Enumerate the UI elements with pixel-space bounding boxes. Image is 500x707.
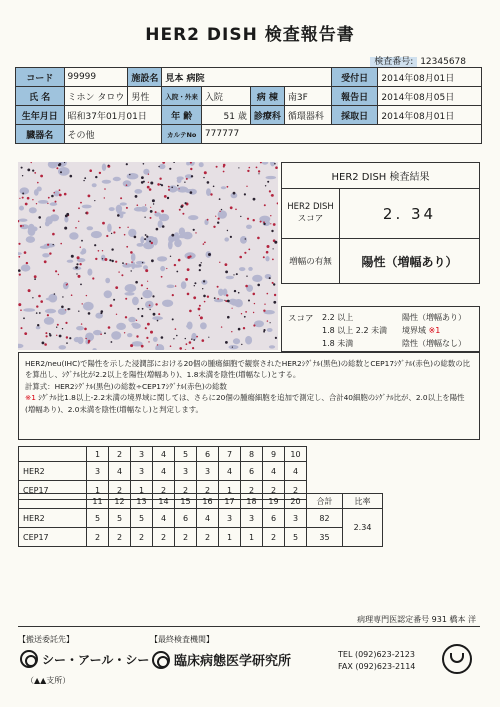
dob-value: 昭和37年01月01日 (64, 106, 162, 125)
her2-count: 5 (131, 509, 153, 528)
cell-index: 14 (153, 494, 175, 509)
facility-value: 見本 病院 (162, 68, 331, 87)
cep17-count: 5 (285, 528, 307, 547)
age-label: 年 齢 (162, 106, 202, 125)
report-date-value: 2014年08月05日 (378, 87, 482, 106)
note-mark: ※1 (25, 393, 36, 403)
formula: 計算式：HER2ｼｸﾞﾅﾙ(黒色)の総数÷CEP17ｼｸﾞﾅﾙ(赤色)の総数 (25, 381, 227, 391)
signal-count-table-1 (18, 446, 307, 500)
ratio-header: 比率 (343, 494, 383, 509)
criteria-note-mark: ※1 (428, 326, 441, 335)
cep17-count: 2 (241, 481, 263, 500)
lab-logo-icon (152, 651, 170, 669)
received-value: 2014年08月01日 (378, 68, 482, 87)
received-label: 受付日 (331, 68, 378, 87)
name-value: ミホン タロウ (64, 87, 128, 106)
consign-name: シー・アール・シー (42, 652, 150, 667)
her2-count: 4 (285, 462, 307, 481)
ratio-value: 2.34 (343, 509, 383, 547)
signal-count-table-2 (18, 493, 383, 547)
her2-count: 4 (153, 462, 175, 481)
cep17-count: 2 (197, 528, 219, 547)
cell-index: 10 (285, 447, 307, 462)
cell-index: 7 (219, 447, 241, 462)
cell-index: 16 (197, 494, 219, 509)
cell-index: 13 (131, 494, 153, 509)
cell-index: 17 (219, 494, 241, 509)
pathologist-signature: 病理専門医認定番号 931 橋本 洋 (357, 615, 476, 624)
cell-index: 2 (109, 447, 131, 462)
cell-index: 9 (263, 447, 285, 462)
consign-label: 【搬送委託先】 (18, 635, 74, 644)
age-unit: 歳 (237, 111, 247, 122)
cep17-count: 1 (131, 481, 153, 500)
her2-count: 5 (109, 509, 131, 528)
score-label-line1: HER2 DISH (287, 202, 334, 213)
her2-row-label: HER2 (19, 509, 87, 528)
cep17-count: 2 (109, 528, 131, 547)
her2-count: 6 (175, 509, 197, 528)
cell-index: 15 (175, 494, 197, 509)
info-row-dob (16, 106, 482, 125)
karte-label: カルテNo (162, 125, 202, 144)
criteria-box (281, 306, 480, 352)
collect-value: 2014年08月01日 (378, 106, 482, 125)
exam-number (370, 54, 466, 67)
her2-count: 3 (131, 462, 153, 481)
fax: FAX (092)623-2114 (338, 662, 416, 671)
result-table (281, 162, 480, 284)
lab-logo (152, 650, 291, 669)
cep17-count: 2 (153, 528, 175, 547)
lab-name: 臨床病態医学研究所 (174, 654, 292, 669)
cep17-count: 1 (241, 528, 263, 547)
info-row-name (16, 87, 482, 106)
consign-branch: （▲▲支所） (26, 676, 71, 685)
her2-total: 82 (307, 509, 343, 528)
score-label (282, 189, 340, 239)
cep17-count: 2 (197, 481, 219, 500)
age-value: 51 (223, 111, 235, 122)
cep17-row-label: CEP17 (19, 481, 87, 500)
her2-count: 4 (197, 509, 219, 528)
lab-label: 【最終検査機関】 (150, 635, 214, 644)
her2-count: 3 (175, 462, 197, 481)
criteria-range: 1.8 以上 2.2 未満 (322, 326, 388, 335)
her2-count: 4 (109, 462, 131, 481)
her2-count: 3 (241, 509, 263, 528)
cell-index: 1 (87, 447, 109, 462)
organ-label: 臓器名 (16, 125, 65, 144)
footer-divider (18, 626, 480, 627)
crc-logo-icon (20, 650, 38, 668)
criteria-row (322, 325, 440, 336)
her2-count: 5 (87, 509, 109, 528)
cell-index: 5 (175, 447, 197, 462)
inout-value: 入院 (201, 87, 250, 106)
cell-index: 8 (241, 447, 263, 462)
ward-label: 病 棟 (250, 87, 284, 106)
cell-index: 6 (197, 447, 219, 462)
her2-count: 3 (285, 509, 307, 528)
age-cell (201, 106, 250, 125)
certification-mark-icon (442, 644, 472, 674)
note-text: ｼｸﾞﾅﾙ比1.8以上-2.2未満の境界域に関しては、さらに20個の腫瘍細胞を追加で測定し、合計40細胞のｼｸﾞﾅﾙ比が、2.0以上を陽性(増幅あり)、2.0未満を陰性(増幅なし)と判定します。 (25, 393, 465, 414)
report-date-label: 報告日 (331, 87, 378, 106)
her2-count: 4 (219, 462, 241, 481)
cell-index: 3 (131, 447, 153, 462)
cep17-count: 1 (87, 481, 109, 500)
tel: TEL (092)623-2123 (338, 650, 415, 659)
description-paragraph: HER2/neu(IHC)で陽性を示した浸潤部における20個の腫瘍細胞で観察されたHER2ｼｸﾞﾅﾙ(黒色)の総数とCEP17ｼｸﾞﾅﾙ(赤色)の総数の比を算出し、ｼｸﾞﾅﾙ比が2.2以上を陽性(増幅あり)、1.8未満を陰性(増幅なし)とする。 (25, 359, 471, 380)
cep17-count: 2 (87, 528, 109, 547)
her2-count: 4 (153, 509, 175, 528)
her2-count: 3 (87, 462, 109, 481)
criteria-result: 陰性（増幅なし） (402, 339, 466, 348)
score-value: 2. 34 (340, 189, 480, 239)
criteria-row (322, 312, 466, 323)
criteria-range: 1.8 未満 (322, 339, 354, 348)
cell-index: 18 (241, 494, 263, 509)
description-box (18, 352, 480, 440)
cep17-count: 2 (175, 481, 197, 500)
her2-count: 6 (263, 509, 285, 528)
cell-index: 19 (263, 494, 285, 509)
report-title: HER2 DISH 検査報告書 (145, 25, 355, 45)
cep17-count: 2 (175, 528, 197, 547)
amplification-label: 増幅の有無 (282, 239, 340, 284)
cell-index: 12 (109, 494, 131, 509)
her2-count: 3 (197, 462, 219, 481)
exam-number-value: 12345678 (420, 57, 466, 67)
cep17-count: 1 (219, 528, 241, 547)
cell-index: 4 (153, 447, 175, 462)
score-label-line2: スコア (297, 213, 324, 224)
dept-label: 診療科 (250, 106, 284, 125)
dish-stain-image (18, 162, 278, 350)
cep17-count: 2 (109, 481, 131, 500)
cell-index: 20 (285, 494, 307, 509)
cep17-count: 2 (153, 481, 175, 500)
criteria-row (322, 338, 466, 349)
cep17-row-label: CEP17 (19, 528, 87, 547)
result-title: HER2 DISH 検査結果 (282, 163, 480, 189)
inout-label: 入院・外来 (162, 87, 202, 106)
amplification-value: 陽性（増幅あり） (340, 239, 480, 284)
cell-index: 11 (87, 494, 109, 509)
cep17-total: 35 (307, 528, 343, 547)
dob-label: 生年月日 (16, 106, 65, 125)
her2-count: 4 (263, 462, 285, 481)
dept-value: 循環器科 (284, 106, 331, 125)
code-label: コード (16, 68, 65, 87)
ward-value: 南3F (284, 87, 331, 106)
exam-number-label: 検査番号: (370, 57, 417, 67)
cep17-count: 2 (131, 528, 153, 547)
info-row-organ (16, 125, 482, 144)
facility-label: 施設名 (128, 68, 162, 87)
karte-value: 777777 (201, 125, 481, 144)
tissue-micrograph (18, 162, 278, 350)
cep17-count: 2 (263, 528, 285, 547)
her2-count: 3 (219, 509, 241, 528)
crc-logo (20, 650, 149, 668)
name-label: 氏 名 (16, 87, 65, 106)
cep17-count: 2 (263, 481, 285, 500)
sex-value: 男性 (128, 87, 162, 106)
code-value: 99999 (64, 68, 128, 87)
organ-value: その他 (64, 125, 162, 144)
criteria-result: 境界域 (402, 326, 426, 335)
info-row-code (16, 68, 482, 87)
her2-row-label: HER2 (19, 462, 87, 481)
criteria-label: スコア (288, 314, 314, 324)
note (25, 392, 473, 415)
criteria-range: 2.2 以上 (322, 313, 354, 322)
cep17-count: 2 (285, 481, 307, 500)
criteria-result: 陽性（増幅あり） (402, 313, 466, 322)
collect-label: 採取日 (331, 106, 378, 125)
cep17-count: 1 (219, 481, 241, 500)
her2-count: 6 (241, 462, 263, 481)
total-header: 合計 (307, 494, 343, 509)
patient-info-table (15, 67, 482, 144)
